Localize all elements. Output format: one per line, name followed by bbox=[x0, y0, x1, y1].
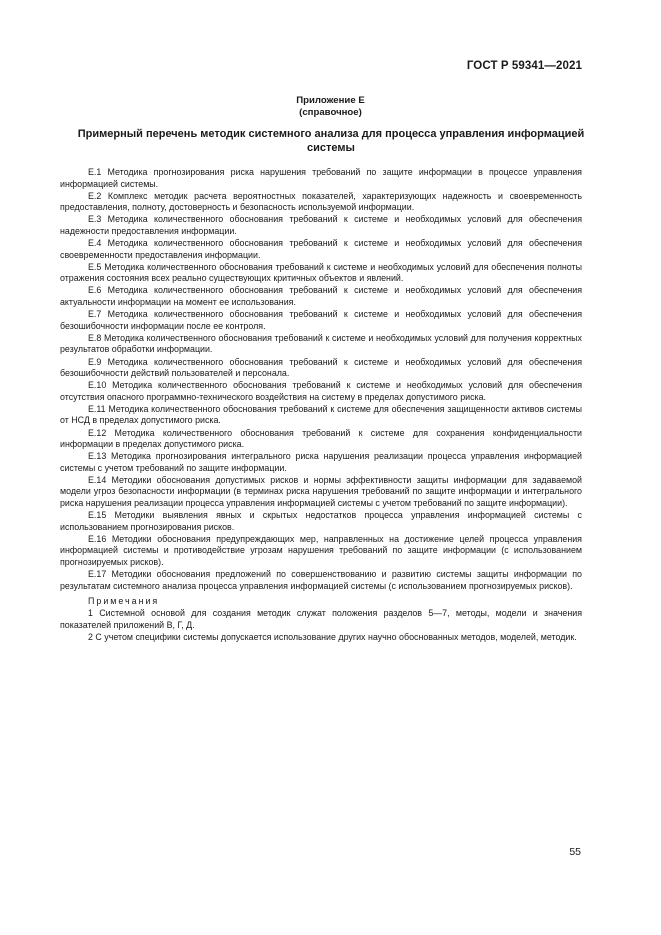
appendix-type: (справочное) bbox=[299, 107, 362, 118]
standard-code: ГОСТ Р 59341—2021 bbox=[466, 60, 582, 72]
page-number: 55 bbox=[569, 846, 581, 858]
list-item: Е.14 Методики обоснования допустимых рисков и нормы эффективности защиты информации для задаваемой модели угроз безопасности информации (в терминах риска нарушения требований по защите информации и интегрального риска нарушения реализации процесса управления информацией системы с учетом требований по защите информации). bbox=[60, 474, 582, 509]
note-item: 1 Системной основой для создания методик служат положения разделов 5—7, методы, модели и значения показателей приложений В, Г, Д. bbox=[60, 608, 582, 630]
list-item: Е.1 Методика прогнозирования риска нарушения требований по защите информации в процессе управления информацией системы. bbox=[60, 167, 582, 189]
list-item: Е.11 Методика количественного обоснования требований к системе для обеспечения защищенности активов системы от НСД в пределах допустимого риска. bbox=[60, 403, 582, 426]
notes-title: Примечания bbox=[88, 596, 160, 607]
list-item: Е.4 Методика количественного обоснования требований к системе и необходимых условий для обеспечения своевременности предоставления информации. bbox=[60, 238, 582, 260]
list-item: Е.8 Методика количественного обоснования требований к системе и необходимых условий для получения корректных результатов обработки информации. bbox=[60, 332, 582, 355]
appendix-heading bbox=[0, 95, 661, 119]
list-item: Е.7 Методика количественного обоснования требований к системе и необходимых условий для обеспечения безошибочности информации после ее контроля. bbox=[60, 309, 582, 331]
list-item: Е.2 Комплекс методик расчета вероятностных показателей, характеризующих надежность и своевременность предоставления, полноту, достоверность и безопасность используемой информации. bbox=[60, 190, 582, 213]
list-item: Е.3 Методика количественного обоснования требований к системе и необходимых условий для обеспечения надежности предоставления информации. bbox=[60, 214, 582, 236]
list-item: Е.12 Методика количественного обоснования требований к системе для сохранения конфиденциальности информации в пределах допустимого риска. bbox=[60, 427, 582, 450]
list-item: Е.5 Методика количественного обоснования требований к системе и необходимых условий для обеспечения полноты отражения состояния всех реально существующих критичных объектов и явлений. bbox=[60, 261, 582, 284]
appendix-title: Примерный перечень методик системного анализа для процесса управления информацией системы bbox=[77, 128, 585, 154]
notes-section bbox=[60, 596, 582, 643]
list-item: Е.15 Методики выявления явных и скрытых недостатков процесса управления информацией системы с использованием прогнозирования рисков. bbox=[60, 510, 582, 532]
list-item: Е.6 Методика количественного обоснования требований к системе и необходимых условий для обеспечения актуальности информации на момент ее использования. bbox=[60, 285, 582, 307]
list-item: Е.17 Методики обоснования предложений по совершенствованию и развитию системы защиты информации по результатам системного анализа процесса управления информацией системы (с использованием прогнозируемых рисков). bbox=[60, 569, 582, 591]
appendix-label: Приложение Е bbox=[296, 95, 365, 106]
list-item: Е.9 Методика количественного обоснования требований к системе и необходимых условий для обеспечения безошибочности действий пользователей и персонала. bbox=[60, 356, 582, 379]
list-item: Е.10 Методика количественного обоснования требований к системе и необходимых условий для обеспечения отсутствия опасного программно-технического воздействия на систему в пределах допустимого риска. bbox=[60, 380, 582, 402]
methods-list bbox=[60, 167, 582, 644]
note-item: 2 С учетом специфики системы допускается использование других научно обоснованных методов, моделей, методик. bbox=[88, 632, 577, 643]
list-item: Е.13 Методика прогнозирования интегрального риска нарушения реализации процесса управления информацией системы с учетом требований по защите информации. bbox=[60, 451, 582, 473]
list-item: Е.16 Методики обоснования предупреждающих мер, направленных на достижение целей процесса управления информацией системы и противодействие угрозам нарушения требований по защите информации (с использованием прогнозируемых рисков). bbox=[60, 533, 582, 567]
